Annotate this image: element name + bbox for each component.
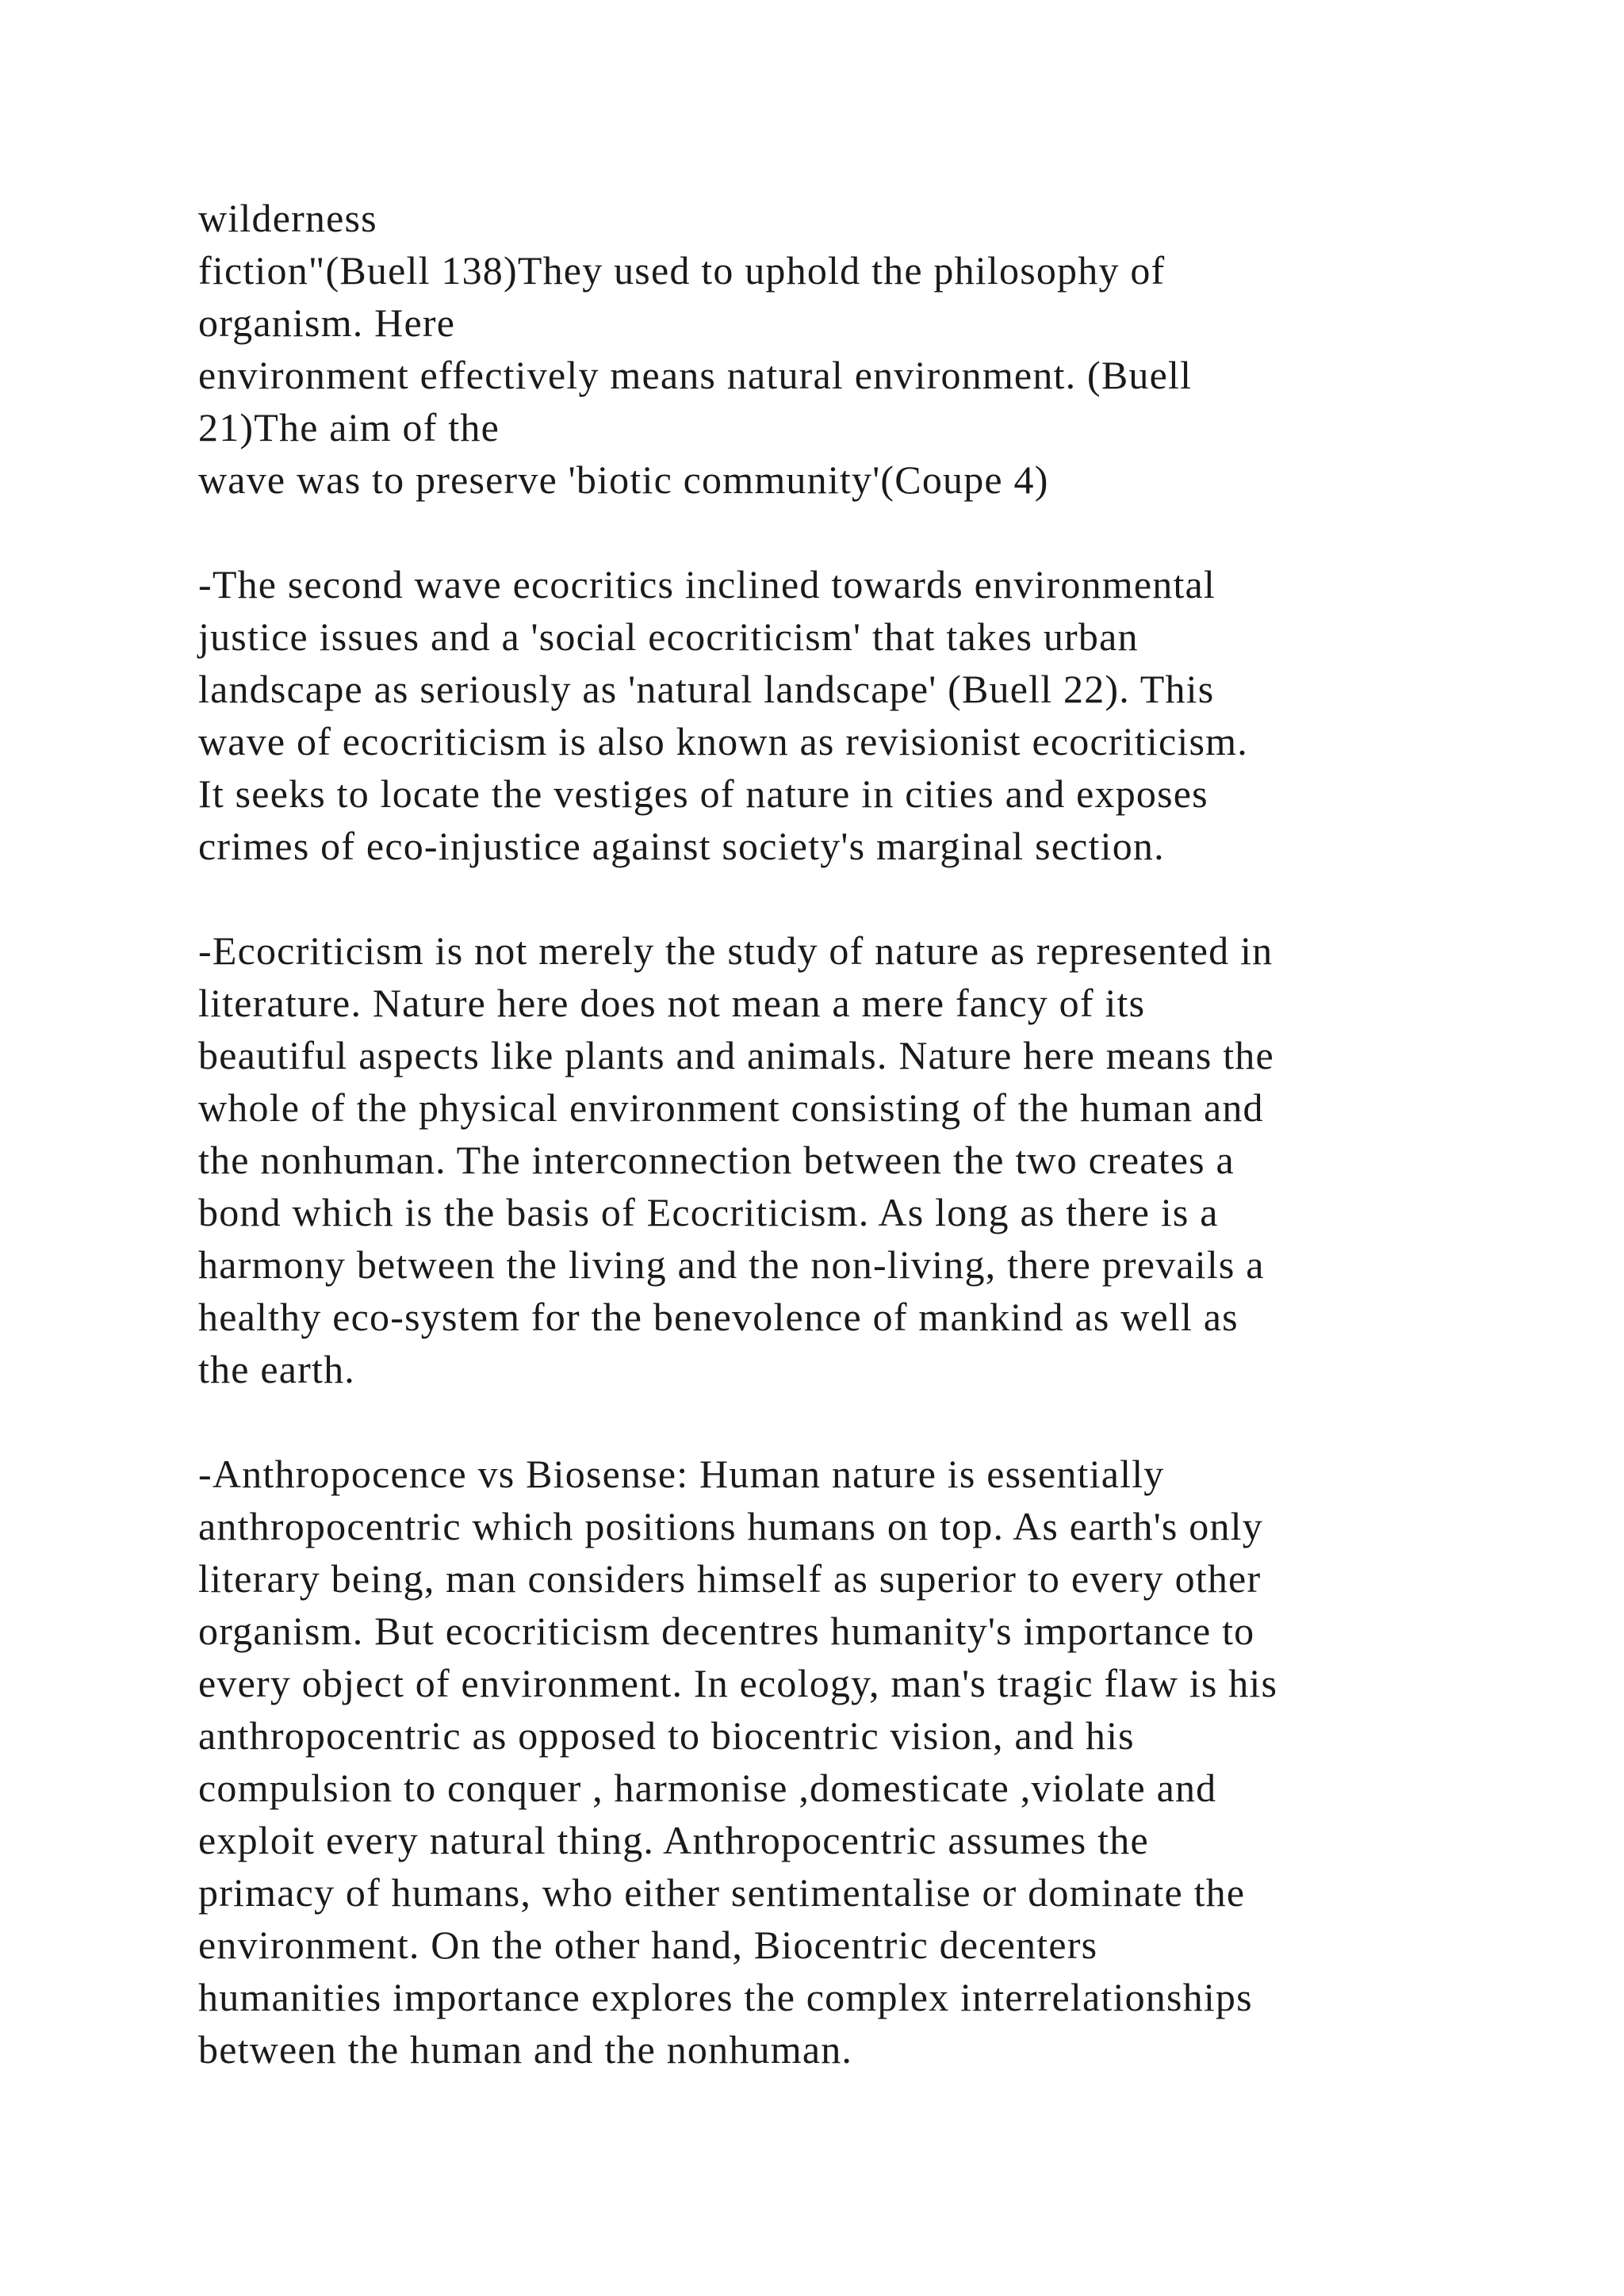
paragraph-wilderness-fiction <box>198 192 1546 506</box>
text-line: -Anthropocence vs Biosense: Human nature is essentially <box>198 1452 1165 1496</box>
text-line: the earth. <box>198 1347 356 1391</box>
paragraph-spacer <box>198 506 1546 558</box>
text-line: healthy eco-system for the benevolence of mankind as well as <box>198 1295 1239 1339</box>
paragraph-anthropocence-vs-biosense <box>198 1448 1546 2076</box>
text-line: -Ecocriticism is not merely the study of nature as represented in <box>198 928 1274 973</box>
text-line: landscape as seriously as 'natural landscape' (Buell 22). This <box>198 667 1215 711</box>
text-line: -The second wave ecocritics inclined towards environmental <box>198 562 1216 607</box>
text-line: wave was to preserve 'biotic community'(Coupe 4) <box>198 457 1049 502</box>
text-line: It seeks to locate the vestiges of nature in cities and exposes <box>198 771 1208 816</box>
text-line: organism. Here <box>198 300 456 345</box>
paragraph-second-wave <box>198 558 1546 872</box>
text-line: every object of environment. In ecology, man's tragic flaw is his <box>198 1661 1278 1705</box>
text-line: anthropocentric as opposed to biocentric vision, and his <box>198 1713 1135 1758</box>
document-body <box>198 192 1546 2076</box>
text-line: literature. Nature here does not mean a mere fancy of its <box>198 981 1146 1025</box>
text-line: the nonhuman. The interconnection between the two creates a <box>198 1138 1235 1182</box>
text-line: organism. But ecocriticism decentres humanity's importance to <box>198 1609 1255 1653</box>
text-line: compulsion to conquer , harmonise ,domesticate ,violate and <box>198 1766 1217 1810</box>
text-line: harmony between the living and the non-living, there prevails a <box>198 1242 1265 1287</box>
text-line: humanities importance explores the complex interrelationships <box>198 1975 1253 2019</box>
text-line: crimes of eco-injustice against society's marginal section. <box>198 824 1165 868</box>
text-line: environment effectively means natural environment. (Buell <box>198 353 1193 397</box>
text-line: literary being, man considers himself as superior to every other <box>198 1556 1262 1601</box>
text-line: between the human and the nonhuman. <box>198 2027 853 2072</box>
text-line: primacy of humans, who either sentimentalise or dominate the <box>198 1870 1246 1915</box>
text-line: beautiful aspects like plants and animals. Nature here means the <box>198 1033 1274 1077</box>
text-line: bond which is the basis of Ecocriticism. As long as there is a <box>198 1190 1219 1234</box>
text-line: wave of ecocriticism is also known as revisionist ecocriticism. <box>198 719 1248 763</box>
text-line: wilderness <box>198 196 377 240</box>
paragraph-spacer <box>198 1395 1546 1448</box>
text-line: exploit every natural thing. Anthropocentric assumes the <box>198 1818 1149 1862</box>
paragraph-ecocriticism-definition <box>198 924 1546 1395</box>
text-line: 21)The aim of the <box>198 405 500 450</box>
text-line: fiction"(Buell 138)They used to uphold the philosophy of <box>198 248 1166 293</box>
text-line: anthropocentric which positions humans on top. As earth's only <box>198 1504 1263 1548</box>
text-line: justice issues and a 'social ecocriticism' that takes urban <box>198 614 1139 659</box>
text-line: environment. On the other hand, Biocentric decenters <box>198 1923 1098 1967</box>
paragraph-spacer <box>198 872 1546 924</box>
text-line: whole of the physical environment consisting of the human and <box>198 1085 1264 1130</box>
